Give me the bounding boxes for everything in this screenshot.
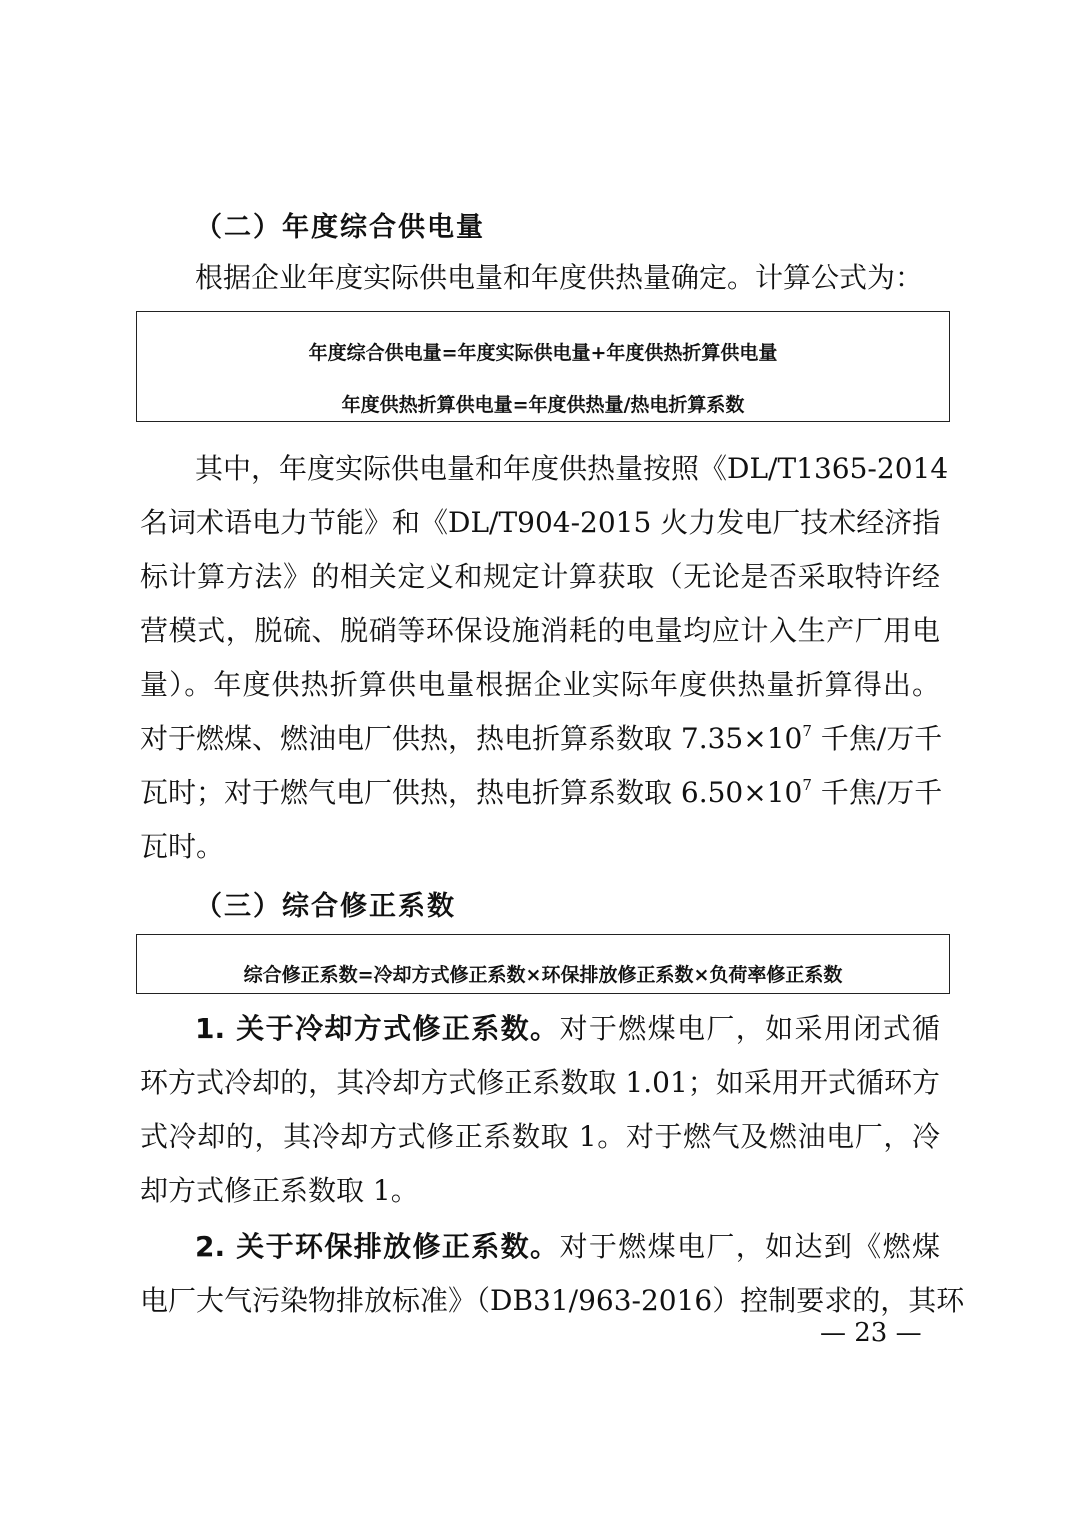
item1-line: 环方式冷却的，其冷却方式修正系数取 1.01；如采用开式循环方 xyxy=(140,1066,940,1099)
item1-first-text: 对于燃煤电厂，如采用闭式循 xyxy=(559,1012,940,1045)
paragraph-line: 量）。年度供热折算供电量根据企业实际年度供热量折算得出。 xyxy=(140,668,940,701)
item1-line: 却方式修正系数取 1。 xyxy=(140,1174,419,1207)
section2-intro: 根据企业年度实际供电量和年度供热量确定。计算公式为： xyxy=(195,261,924,294)
item2-line: 电厂大气污染物排放标准》（DB31/963-2016）控制要求的，其环 xyxy=(140,1284,965,1317)
coal-exponent: 7 xyxy=(802,722,812,740)
gas-unit-text: 千焦/万千 xyxy=(811,776,943,809)
gas-coefficient-text: 瓦时；对于燃气电厂供热，热电折算系数取 6.50×10 xyxy=(140,776,803,809)
formula-line-3: 综合修正系数=冷却方式修正系数×环保排放修正系数×负荷率修正系数 xyxy=(243,964,843,986)
item2-title: 2. 关于环保排放修正系数。 xyxy=(195,1230,560,1263)
item1-line: 式冷却的，其冷却方式修正系数取 1。对于燃气及燃油电厂，冷 xyxy=(140,1120,940,1153)
coal-coefficient-text: 对于燃煤、燃油电厂供热，热电折算系数取 7.35×10 xyxy=(140,722,803,755)
item2-first-line xyxy=(195,1221,940,1273)
formula-line-2: 年度供热折算供电量=年度供热量/热电折算系数 xyxy=(341,394,745,416)
paragraph-line: 标计算方法》的相关定义和规定计算获取（无论是否采取特许经 xyxy=(140,560,940,593)
coal-unit-text: 千焦/万千 xyxy=(811,722,943,755)
paragraph-line-coal xyxy=(140,713,943,765)
item1-first-line xyxy=(195,1003,940,1055)
section-heading-2: （二）年度综合供电量 xyxy=(195,212,485,243)
paragraph-line: 瓦时。 xyxy=(140,830,225,863)
paragraph-line-gas xyxy=(140,767,943,819)
paragraph-line: 营模式，脱硫、脱硝等环保设施消耗的电量均应计入生产厂用电 xyxy=(140,614,940,647)
item1-title: 1. 关于冷却方式修正系数。 xyxy=(195,1012,560,1045)
formula-box-2 xyxy=(136,934,950,994)
paragraph-line: 其中，年度实际供电量和年度供热量按照《DL/T1365-2014 xyxy=(195,452,949,485)
item2-first-text: 对于燃煤电厂，如达到《燃煤 xyxy=(559,1230,940,1263)
paragraph-line: 名词术语电力节能》和《DL/T904-2015 火力发电厂技术经济指 xyxy=(140,506,941,539)
formula-line-1: 年度综合供电量=年度实际供电量+年度供热折算供电量 xyxy=(308,342,778,364)
page-number: — 23 — xyxy=(820,1318,922,1348)
formula-box-1 xyxy=(136,311,950,422)
gas-exponent: 7 xyxy=(802,776,812,794)
section-heading-3: （三）综合修正系数 xyxy=(195,891,456,922)
